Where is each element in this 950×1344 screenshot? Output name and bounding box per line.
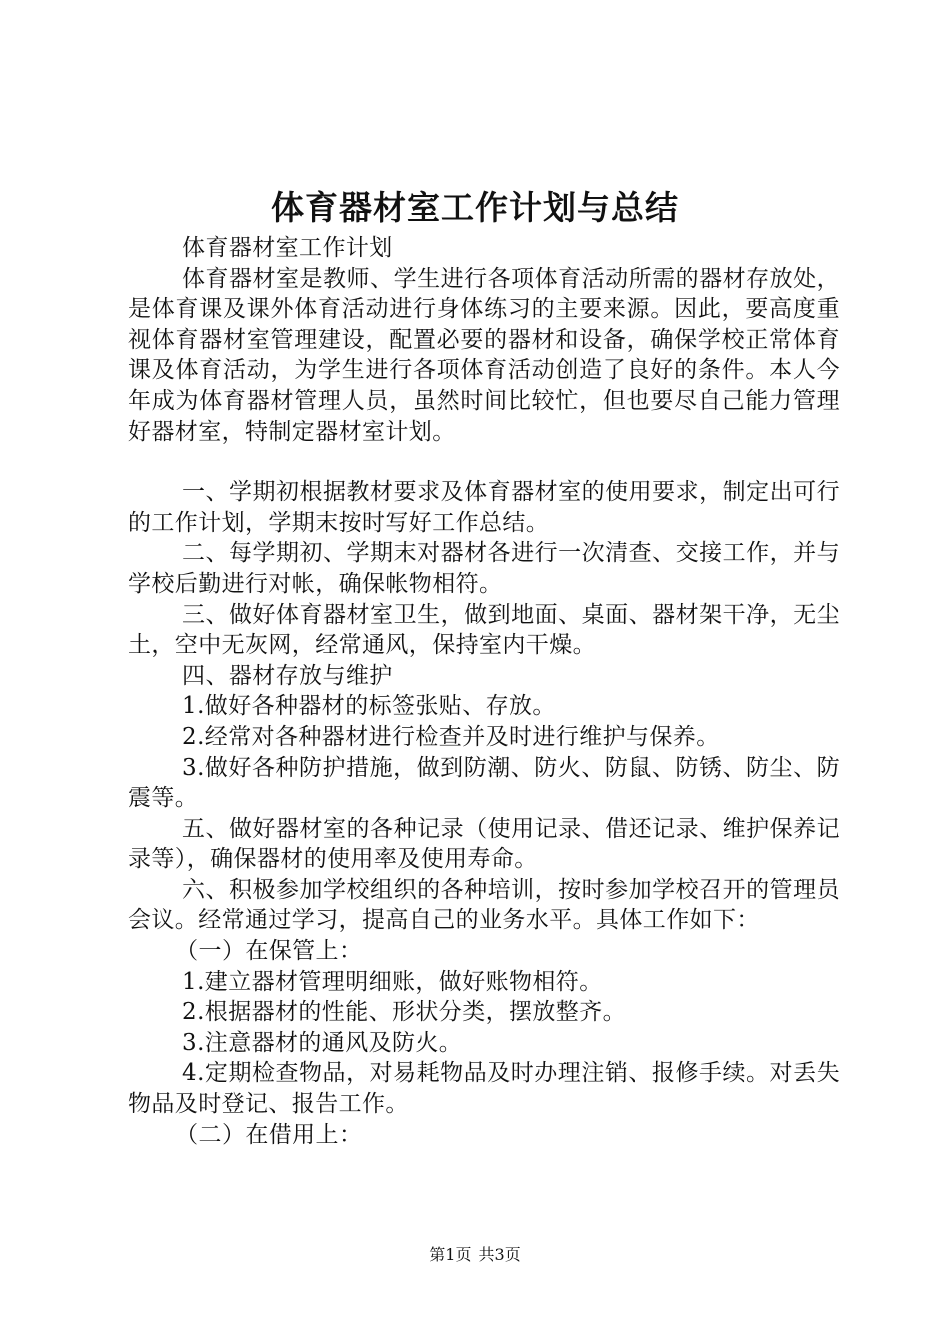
- page-total: 共3页: [478, 1245, 521, 1264]
- paragraph-plan-heading: 体育器材室工作计划: [182, 235, 393, 261]
- paragraph-borrow-heading: （二）在借用上：: [175, 1121, 363, 1148]
- paragraph-storage-4: 4.定期检查物品，对易耗物品及时办理注销、报修手续。对丢失物品及时登记、报告工作。: [128, 1060, 840, 1118]
- page-number: 第1页: [429, 1245, 472, 1264]
- paragraph-intro: 体育器材室是教师、学生进行各项体育活动所需的器材存放处，是体育课及课外体育活动进行身体练习的主要来源。因此，要高度重视体育器材室管理建设，配置必要的器材和设备，确保学校正常体育课及体育活动，为学生进行各项体育活动创造了良好的条件。本人今年成为体育器材管理人员，虽然时间比较忙，但也要尽自己能力管理好器材室，特制定器材室计划。: [128, 265, 840, 445]
- document-title: 体育器材室工作计划与总结: [271, 188, 679, 227]
- document-body: [128, 233, 840, 1150]
- paragraph-item-4-heading: 四、器材存放与维护: [182, 662, 393, 689]
- paragraph-item-1: 一、学期初根据教材要求及体育器材室的使用要求，制定出可行的工作计划，学期末按时写好工作总结。: [128, 479, 840, 536]
- paragraph-item-4-2: 2.经常对各种器材进行检查并及时进行维护与保养。: [182, 723, 720, 750]
- paragraph-storage-2: 2.根据器材的性能、形状分类，摆放整齐。: [182, 999, 626, 1026]
- paragraph-item-6: 六、积极参加学校组织的各种培训，按时参加学校召开的管理员会议。经常通过学习，提高自己的业务水平。具体工作如下：: [128, 876, 840, 934]
- paragraph-item-4-1: 1.做好各种器材的标签张贴、存放。: [182, 693, 556, 720]
- paragraph-storage-1: 1.建立器材管理明细账，做好账物相符。: [182, 968, 603, 995]
- paragraph-storage-3: 3.注意器材的通风及防火。: [182, 1029, 463, 1056]
- paragraph-storage-heading: （一）在保管上：: [175, 938, 363, 965]
- paragraph-item-4-3: 3.做好各种防护措施，做到防潮、防火、防鼠、防锈、防尘、防震等。: [128, 754, 840, 812]
- page-footer: [0, 1244, 950, 1266]
- paragraph-item-2: 二、每学期初、学期末对器材各进行一次清查、交接工作，并与学校后勤进行对帐，确保帐物相符。: [128, 540, 840, 597]
- paragraph-item-5: 五、做好器材室的各种记录（使用记录、借还记录、维护保养记录等），确保器材的使用率及使用寿命。: [128, 815, 840, 873]
- paragraph-item-3: 三、做好体育器材室卫生，做到地面、桌面、器材架干净，无尘土，空中无灰网，经常通风，保持室内干燥。: [128, 601, 840, 659]
